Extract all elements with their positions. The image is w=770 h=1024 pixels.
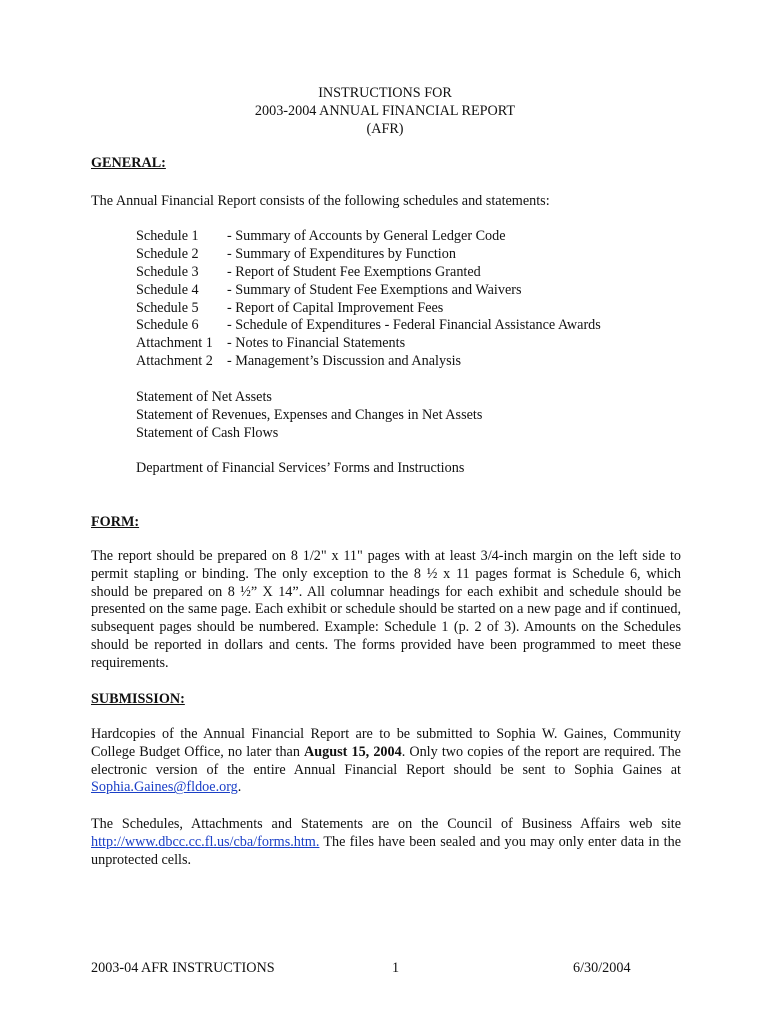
- schedule-label: Schedule 1: [136, 228, 199, 244]
- submission-text-3: .: [237, 779, 242, 796]
- statement-list: [136, 389, 482, 443]
- form-paragraph: The report should be prepared on 8 1/2" x 11" pages with at least 3/4-inch margin on the left side to permit stapling or binding. The only exception to the 8 ½ x 11 pages format is Schedule 6, which should be prepared on 8 ½” X 14”. All columnar headings for each exhibit and schedule should be presented on the same page. Each exhibit or schedule should be started on a new page and if continued, subsequent pages should be numbered. Example: Schedule 1 (p. 2 of 3). Amounts on the Schedules should be reported in dollars and cents. The forms provided have been programmed to meet these requirements.: [91, 548, 681, 671]
- submission-deadline: August 15, 2004: [304, 743, 402, 760]
- schedule-row: [136, 246, 601, 264]
- website-text-1: The Schedules, Attachments and Statements are on the Council of Business Affairs web site: [91, 816, 681, 832]
- submission-heading: SUBMISSION:: [91, 691, 185, 707]
- statement-item: Statement of Net Assets: [136, 389, 272, 405]
- submission-text-1: Hardcopies of the Annual Financial Report are to be submitted to Sophia W. Gaines, Community College Budget Office, no later than: [91, 726, 681, 760]
- schedule-row: [136, 335, 601, 353]
- schedule-label: Schedule 5: [136, 299, 199, 316]
- dfs-forms-text: Department of Financial Services’ Forms and Instructions: [136, 460, 465, 476]
- dfs-forms-line: [136, 460, 464, 478]
- statement-item: Statement of Revenues, Expenses and Changes in Net Assets: [136, 406, 483, 423]
- title-line-1: INSTRUCTIONS FOR: [318, 85, 452, 101]
- page-number: 1: [392, 960, 400, 976]
- schedule-row: [136, 282, 601, 300]
- schedule-row: [136, 353, 601, 371]
- schedule-description: - Management’s Discussion and Analysis: [227, 353, 462, 370]
- document-title: [0, 84, 770, 138]
- schedule-label: Schedule 4: [136, 281, 199, 298]
- schedule-description: - Schedule of Expenditures - Federal Financial Assistance Awards: [227, 317, 601, 334]
- email-link[interactable]: Sophia.Gaines@fldoe.org: [91, 779, 238, 796]
- footer-date: 6/30/2004: [573, 960, 631, 976]
- page-footer: [0, 960, 770, 978]
- website-link[interactable]: http://www.dbcc.cc.fl.us/cba/forms.htm.: [91, 833, 320, 850]
- schedule-row: [136, 264, 601, 282]
- submission-paragraph-2: [91, 816, 681, 869]
- general-intro: The Annual Financial Report consists of the following schedules and statements:: [91, 193, 550, 209]
- schedule-label: Schedule 2: [136, 245, 199, 262]
- schedule-row: [136, 228, 601, 246]
- schedule-list: [136, 228, 601, 371]
- submission-text-2: . Only two copies of the report are required. The electronic version of the entire Annual Financial Report should be sent to Sophia Gaines at: [91, 743, 681, 778]
- schedule-description: - Summary of Student Fee Exemptions and Waivers: [227, 281, 522, 298]
- schedule-label: Schedule 3: [136, 263, 199, 280]
- statement-item: Statement of Cash Flows: [136, 424, 279, 441]
- schedule-row: [136, 317, 601, 335]
- submission-paragraph-1: [91, 726, 681, 797]
- schedule-row: [136, 300, 601, 318]
- schedule-label: Schedule 6: [136, 317, 199, 334]
- schedule-description: - Summary of Expenditures by Function: [227, 245, 456, 262]
- schedule-description: - Report of Capital Improvement Fees: [227, 299, 444, 316]
- schedule-description: - Report of Student Fee Exemptions Granted: [227, 263, 481, 280]
- footer-title: 2003-04 AFR INSTRUCTIONS: [91, 960, 275, 976]
- website-text-2: The files have been sealed and you may only enter data in the unprotected cells.: [91, 833, 681, 868]
- schedule-description: - Summary of Accounts by General Ledger Code: [227, 228, 506, 244]
- schedule-label: Attachment 2: [136, 353, 213, 370]
- schedule-label: Attachment 1: [136, 335, 213, 352]
- schedule-description: - Notes to Financial Statements: [227, 335, 406, 352]
- form-heading: FORM:: [91, 514, 140, 530]
- title-line-2: 2003-2004 ANNUAL FINANCIAL REPORT: [254, 103, 516, 119]
- general-heading: GENERAL:: [91, 155, 166, 171]
- title-line-3: (AFR): [366, 121, 404, 137]
